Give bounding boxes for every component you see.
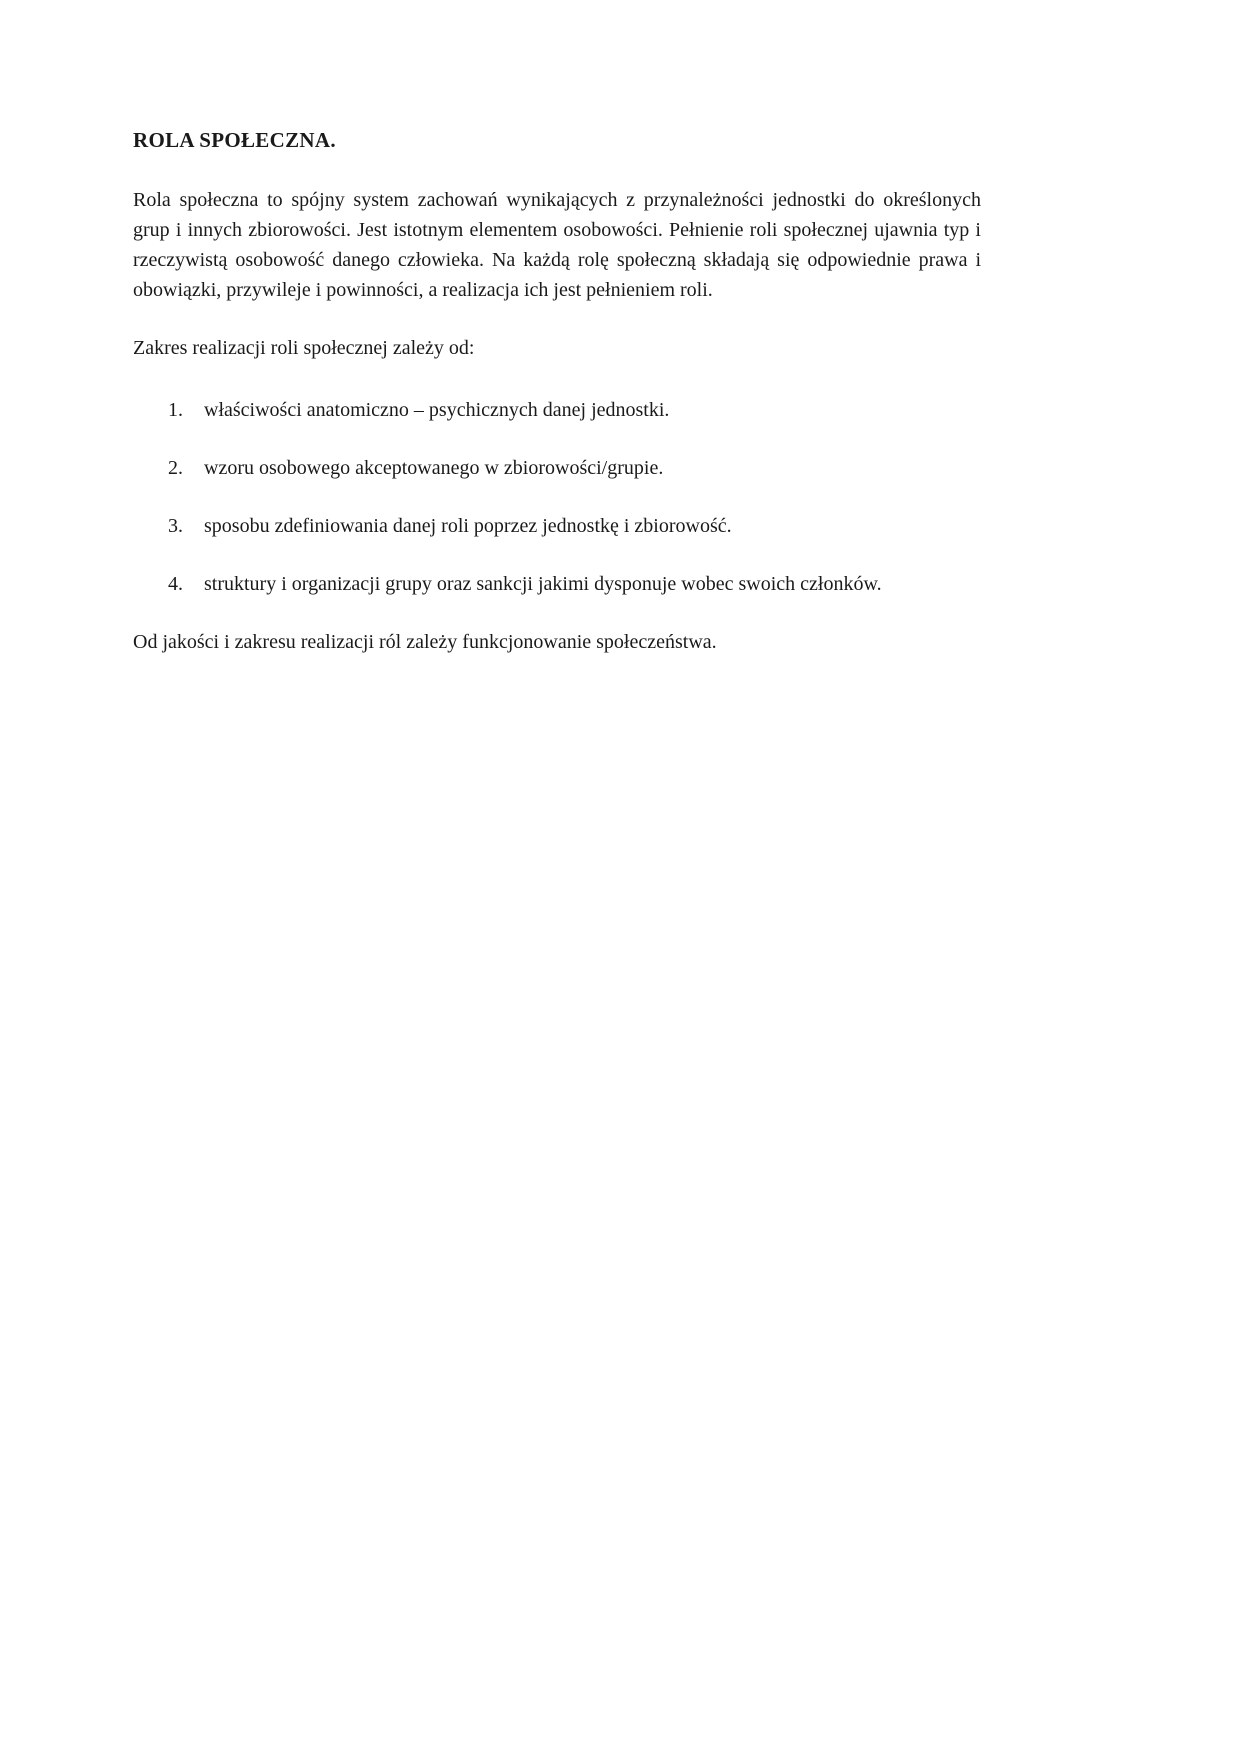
closing-paragraph: Od jakości i zakresu realizacji ról zależy funkcjonowanie społeczeństwa. xyxy=(133,631,717,653)
list-item-text: wzoru osobowego akceptowanego w zbiorowości/grupie. xyxy=(204,457,664,479)
list-item xyxy=(133,395,981,425)
intro-paragraph: Rola społeczna to spójny system zachowań wynikających z przynależności jednostki do określonych grup i innych zbiorowości. Jest istotnym elementem osobowości. Pełnienie roli społecznej ujawnia typ i rzeczywistą osobowość danego człowieka. Na każdą rolę społeczną składają się odpowiednie prawa i obowiązki, przywileje i powinności, a realizacja ich jest pełnieniem roli. xyxy=(133,189,981,301)
list-lead-paragraph: Zakres realizacji roli społecznej zależy od: xyxy=(133,337,475,359)
list-item xyxy=(133,511,981,541)
numbered-list xyxy=(133,395,981,599)
list-item xyxy=(133,569,981,599)
list-item-text: sposobu zdefiniowania danej roli poprzez jednostkę i zbiorowość. xyxy=(204,515,732,537)
list-item-number: 4. xyxy=(168,573,183,595)
list-item-number: 1. xyxy=(168,399,183,421)
list-item-number: 2. xyxy=(168,457,183,479)
list-item xyxy=(133,453,981,483)
list-item-text: właściwości anatomiczno – psychicznych danej jednostki. xyxy=(204,399,670,421)
document-content xyxy=(133,128,981,685)
list-item-number: 3. xyxy=(168,515,183,537)
list-item-text: struktury i organizacji grupy oraz sankcji jakimi dysponuje wobec swoich członków. xyxy=(204,573,882,595)
document-title: ROLA SPOŁECZNA. xyxy=(133,128,336,152)
